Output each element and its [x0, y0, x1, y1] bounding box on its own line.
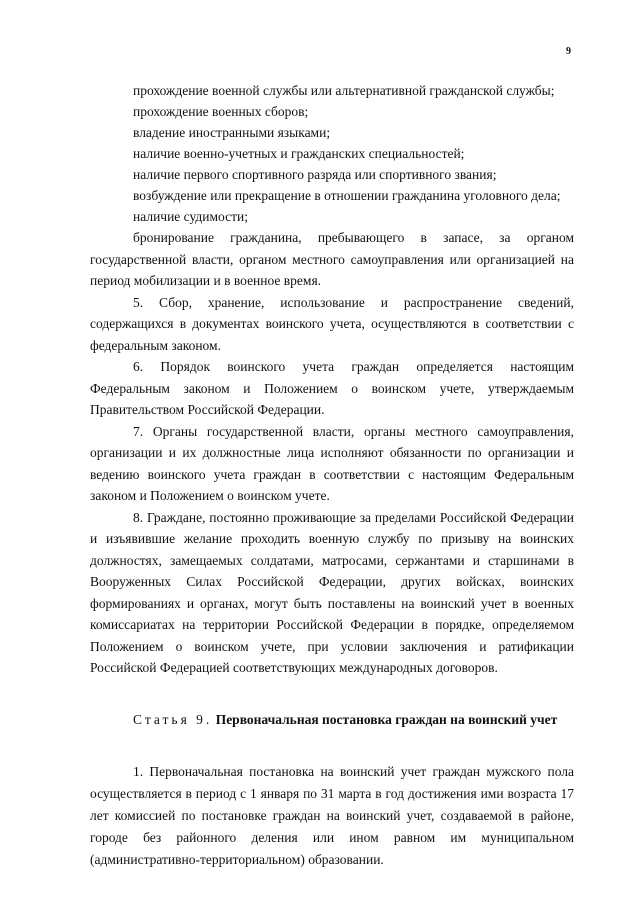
- list-item: возбуждение или прекращение в отношении гражданина уголовного дела;: [133, 188, 561, 203]
- document-body: [90, 80, 574, 871]
- paragraph-6: 6. Порядок воинского учета граждан определяется настоящим Федеральным законом и Положением о воинском учете, утверждаемым Правительством Российской Федерации.: [90, 359, 574, 417]
- article-title: Первоначальная постановка граждан на воинский учет: [215, 711, 558, 727]
- article-heading: [90, 709, 574, 731]
- list-item: наличие первого спортивного разряда или спортивного звания;: [133, 167, 497, 182]
- list-item: наличие судимости;: [133, 209, 248, 224]
- paragraph-reservation: бронирование гражданина, пребывающего в запасе, за органом государственной власти, органом местного самоуправления или организацией на период мобилизации и в военное время.: [90, 230, 574, 288]
- paragraph-5: 5. Сбор, хранение, использование и распространение сведений, содержащихся в документах воинского учета, осуществляются в соответствии с федеральным законом.: [90, 294, 574, 353]
- list-item: прохождение военных сборов;: [133, 104, 309, 119]
- list-item: прохождение военной службы или альтернативной гражданской службы;: [133, 83, 555, 98]
- article-label: Статья 9.: [133, 711, 213, 727]
- article-paragraph-1: 1. Первоначальная постановка на воинский учет граждан мужского пола осуществляется в период с 1 января по 31 марта в год достижения ими возраста 17 лет комиссией по постановке граждан на воинский учет, создаваемой в районе, городе без районного деления или ином равном им муниципальном (административно-территориальном) образовании.: [90, 763, 574, 867]
- paragraph-7: 7. Органы государственной власти, органы местного самоуправления, организации и их должностные лица исполняют обязанности по организации и ведению воинского учета граждан в соответствии с настоящим Федеральным законом и Положением о воинском учете.: [90, 423, 574, 503]
- paragraph-8: 8. Граждане, постоянно проживающие за пределами Российской Федерации и изъявившие желание проходить военную службу по призыву на воинских должностях, замещаемых солдатами, матросами, сержантами и старшинами в Вооруженных Силах Российской Федерации, других войсках, воинских формированиях и органах, могут быть поставлены на воинский учет в военных комиссариатах на территории Российской Федерации в порядке, определяемом Положением о воинском учете, при условии заключения и ратификации Российской Федерацией соответствующих международных договоров.: [90, 509, 574, 675]
- list-item: владение иностранными языками;: [133, 125, 331, 140]
- page-number: 9: [566, 46, 571, 57]
- list-item: наличие военно-учетных и гражданских специальностей;: [133, 146, 465, 161]
